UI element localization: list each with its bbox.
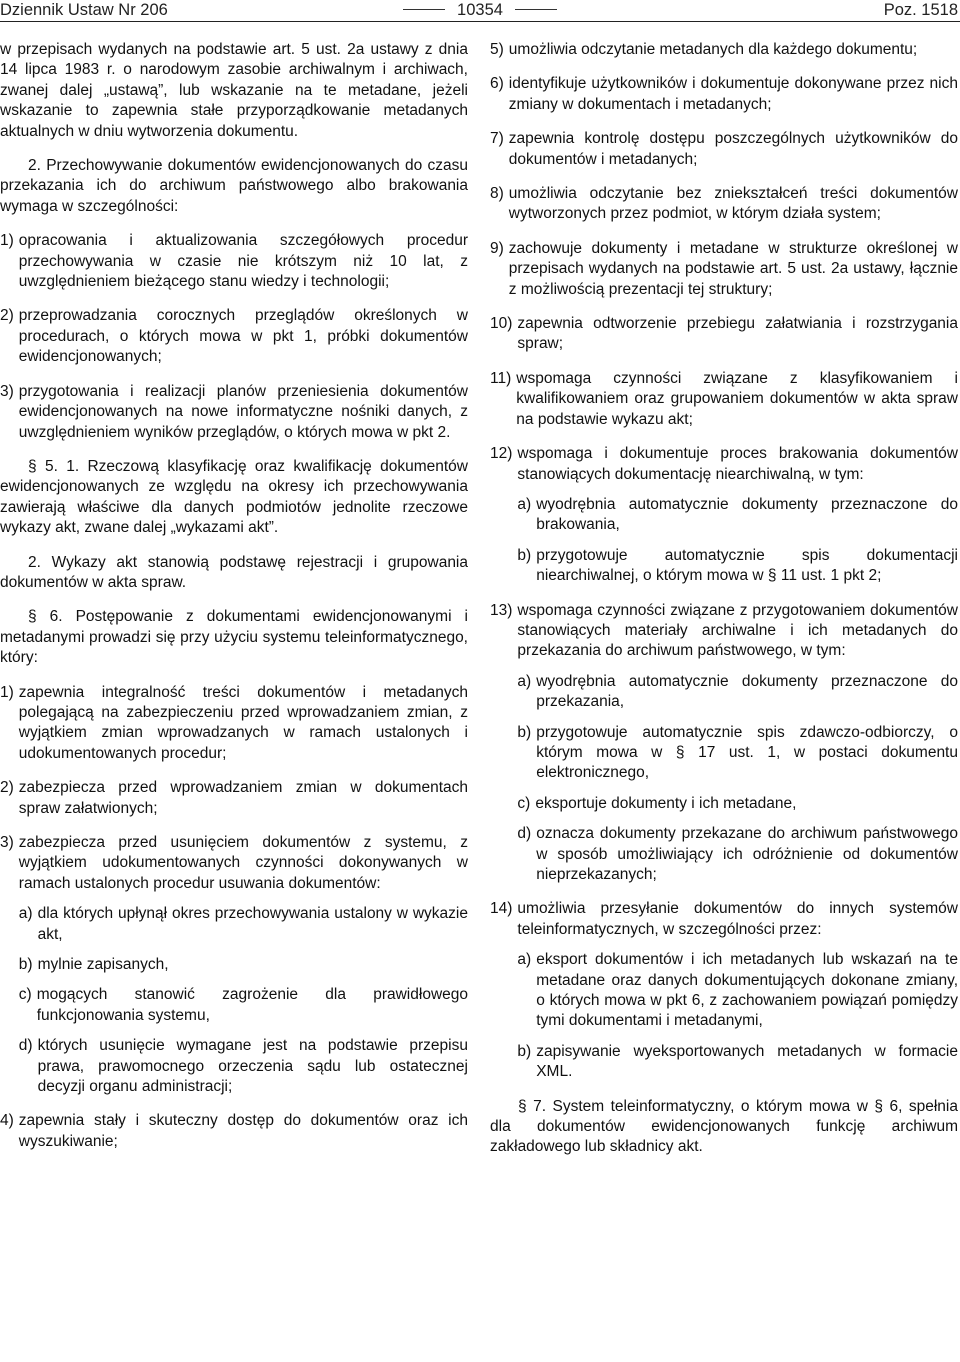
sub-item-letter: b)	[18, 956, 33, 974]
paragraph-2: 2. Przechowywanie dokumentów ewidencjonowanych do czasu przekazania ich do archiwum państwowego albo brakowania wymaga w szczególności:	[0, 157, 468, 215]
list-item	[0, 382, 468, 443]
item-number: 9)	[490, 239, 504, 257]
list-item	[490, 369, 958, 430]
sub-item-letter: a)	[517, 672, 532, 690]
dash-divider	[515, 9, 557, 10]
item-number: 2)	[0, 779, 14, 797]
item-number: 3)	[0, 834, 14, 851]
sub-item-letter: a)	[517, 951, 532, 969]
item-number: 3)	[0, 382, 14, 400]
sub-item	[517, 794, 958, 814]
list-item	[0, 231, 468, 292]
list-item	[490, 314, 958, 355]
page-number-text: 10354	[457, 1, 503, 19]
item-text: zachowuje dokumenty i metadane w strukturze określonej w przepisach wydanych na podstawie art. 5 ust. 2a ustawy, łącznie z możliwością prezentacji tej struktury;	[508, 239, 958, 298]
item-number: 11)	[490, 369, 512, 387]
item-number: 4)	[0, 1112, 14, 1130]
item-number: 7)	[490, 130, 504, 148]
list-item	[490, 601, 958, 886]
sub-item-text: mogących stanowić zagrożenie dla prawidłowego funkcjonowania systemu,	[36, 986, 468, 1024]
list-item	[490, 184, 958, 225]
item-text: zapewnia odtworzenie przebiegu załatwiania i rozstrzygania spraw;	[517, 315, 958, 353]
sub-item	[517, 672, 958, 713]
sub-item-text: wyodrębnia automatycznie dokumenty przeznaczone do przekazania,	[536, 672, 958, 711]
sub-item	[517, 1042, 958, 1083]
item-number: 8)	[490, 185, 504, 203]
item-text: zapewnia kontrolę dostępu poszczególnych użytkowników do dokumentów i metadanych;	[508, 130, 958, 168]
item-number: 1)	[0, 683, 14, 701]
item-number: 2)	[0, 307, 14, 325]
item-text: opracowania i aktualizowania szczegółowych procedur przechowywania w czasie nie krótszym niż 10 lat, z uwzględnieniem bieżącego stanu wiedzy i technologii;	[18, 232, 468, 291]
sub-item-text: mylnie zapisanych,	[37, 956, 169, 974]
item-number: 14)	[490, 900, 513, 918]
list-item	[490, 899, 958, 1082]
journal-title: Dziennik Ustaw Nr 206	[0, 1, 168, 19]
list-item	[490, 239, 958, 300]
item-text: umożliwia odczytanie bez zniekształceń treści dokumentów wytworzonych przez podmiot, w którym działa system;	[508, 185, 958, 223]
dash-divider	[403, 9, 445, 10]
sub-item	[517, 723, 958, 784]
sub-item-letter: c)	[18, 986, 32, 1004]
list-item	[0, 833, 468, 1097]
item-body	[517, 444, 958, 586]
item-text: zapewnia integralność treści dokumentów i metadanych polegającą na zabezpieczeniu przed wprowadzaniem zmian, z wyjątkiem zmian wprowadzanych w ramach ustalonych i udokumentowanych procedur;	[18, 683, 468, 762]
header-rule	[0, 21, 960, 22]
sub-item	[517, 950, 958, 1032]
sub-item-text: przygotowuje automatycznie spis zdawczo-odbiorczy, o którym mowa w § 17 ust. 1, w postaci dokumentu elektronicznego,	[536, 723, 958, 782]
sub-item-letter: d)	[18, 1037, 33, 1055]
sub-item	[517, 495, 958, 536]
sub-item-text: eksport dokumentów i ich metadanych lub wskazań na te metadane oraz danych dokumentujących dokonane zmiany, o których mowa w pkt 6, z zachowaniem powiązań pomiędzy tymi dokumentami i metadanymi,	[536, 951, 958, 1030]
item-number: 10)	[490, 315, 513, 333]
item-text: wspomaga czynności związane z klasyfikowaniem i kwalifikowaniem oraz grupowaniem dokumentów w akta spraw na podstawie wykazu akt;	[516, 369, 958, 428]
item-number: 6)	[490, 75, 504, 93]
item-number: 13)	[490, 601, 513, 619]
sub-item	[19, 1036, 468, 1097]
paragraph-intro: w przepisach wydanych na podstawie art. 5 ust. 2a ustawy z dnia 14 lipca 1983 r. o narodowym zasobie archiwalnym i archiwach, zwanej dalej „ustawą”, lub wskazanie na te metadane, jeżeli wskazanie to zapewnia stałe przyporządkowanie metadanych aktualnych w dniu wytworzenia dokumentu.	[0, 41, 468, 140]
right-column	[490, 40, 958, 1172]
item-number: 5)	[490, 41, 504, 58]
item-number: 1)	[0, 232, 14, 250]
list-item	[0, 778, 468, 819]
sub-item-letter: c)	[517, 794, 531, 812]
list-item	[490, 129, 958, 170]
sub-item-text: zapisywanie wyeksportowanych metadanych w formacie XML.	[536, 1042, 958, 1081]
sub-item-letter: b)	[517, 723, 532, 741]
item-text: identyfikuje użytkowników i dokumentuje dokonywane przez nich zmiany w dokumentach i metadanych;	[508, 75, 958, 113]
sub-item-text: wyodrębnia automatycznie dokumenty przeznaczone do brakowania,	[536, 495, 958, 534]
list-item	[490, 74, 958, 115]
sub-item-letter: b)	[517, 1042, 532, 1060]
sub-item	[517, 824, 958, 885]
sub-item-text: oznacza dokumenty przekazane do archiwum państwowego w sposób umożliwiający ich odróżnienie od dokumentów nieprzekazanych;	[536, 825, 958, 883]
sub-item-letter: a)	[517, 495, 532, 513]
left-column	[0, 40, 468, 1166]
sub-item-text: przygotowuje automatycznie spis dokumentacji niearchiwalnej, o którym mowa w § 11 ust. 1 pkt 2;	[536, 546, 958, 585]
sub-item-letter: b)	[517, 546, 532, 564]
sub-item-text: dla których upłynął okres przechowywania ustalony w wykazie akt,	[37, 905, 468, 943]
list-item	[490, 444, 958, 586]
item-text: zabezpiecza przed wprowadzaniem zmian w dokumentach spraw załatwionych;	[18, 779, 468, 817]
section-7: § 7. System teleinformatyczny, o którym mowa w § 6, spełnia dla dokumentów ewidencjonowanych funkcję archiwum zakładowego lub składnicy akt.	[490, 1097, 958, 1156]
item-number: 12)	[490, 445, 513, 463]
item-text: zapewnia stały i skuteczny dostęp do dokumentów oraz ich wyszukiwanie;	[18, 1112, 468, 1150]
item-body	[517, 899, 958, 1082]
sub-item-letter: d)	[517, 825, 532, 843]
item-text: umożliwia odczytanie metadanych dla każdego dokumentu;	[508, 41, 918, 58]
item-text: przygotowania i realizacji planów przeniesienia dokumentów ewidencjonowanych na nowe informatyczne nośniki danych, z uwzględnieniem wyników przeglądów, o których mowa w pkt 2.	[18, 382, 468, 441]
section-6: § 6. Postępowanie z dokumentami ewidencjonowanymi i metadanymi prowadzi się przy użyciu systemu teleinformatycznego, który:	[0, 608, 468, 667]
list-item	[0, 1111, 468, 1152]
list-item	[0, 683, 468, 765]
sub-item-text: eksportuje dokumenty i ich metadane,	[535, 794, 797, 812]
list-item	[0, 306, 468, 367]
item-text: przeprowadzania corocznych przeglądów określonych w procedurach, o których mowa w pkt 1, próbki dokumentów ewidencjonowanych;	[18, 307, 468, 366]
page-number	[0, 0, 960, 20]
sub-item	[19, 955, 468, 975]
sub-item-text: których usunięcie wymagane jest na podstawie przepisu prawa, prawomocnego orzeczenia sądu lub ostatecznej decyzji organu administracji;	[37, 1037, 468, 1096]
section-5-2: 2. Wykazy akt stanowią podstawę rejestracji i grupowania dokumentów w akta spraw.	[0, 553, 468, 591]
item-body	[517, 601, 958, 886]
item-body	[19, 833, 468, 1097]
page-header	[0, 0, 960, 22]
item-text: umożliwia przesyłanie dokumentów do innych systemów teleinformatycznych, w szczególności przez:	[517, 900, 958, 938]
position-number: Poz. 1518	[883, 1, 958, 19]
item-text: wspomaga i dokumentuje proces brakowania dokumentów stanowiących dokumentację niearchiwalną, w tym:	[517, 445, 958, 483]
item-text: zabezpiecza przed usunięciem dokumentów z systemu, z wyjątkiem udokumentowanych czynności dokonywanych w ramach ustalonych procedur usuwania dokumentów:	[18, 834, 468, 892]
sub-item	[19, 904, 468, 945]
list-item	[490, 40, 958, 60]
item-text: wspomaga czynności związane z przygotowaniem dokumentów stanowiących materiały archiwalne i ich metadanych do przekazania do archiwum państwowego, w tym:	[517, 601, 958, 660]
section-5-1: § 5. 1. Rzeczową klasyfikację oraz kwalifikację dokumentów ewidencjonowanych ze względu na okresy ich przechowywania zawierają właściwe dla danych podmiotów jednolite rzeczowe wykazy akt, zwane dalej „wykazami akt”.	[0, 457, 468, 537]
sub-item	[19, 985, 468, 1026]
sub-item	[517, 546, 958, 587]
sub-item-letter: a)	[18, 905, 33, 923]
